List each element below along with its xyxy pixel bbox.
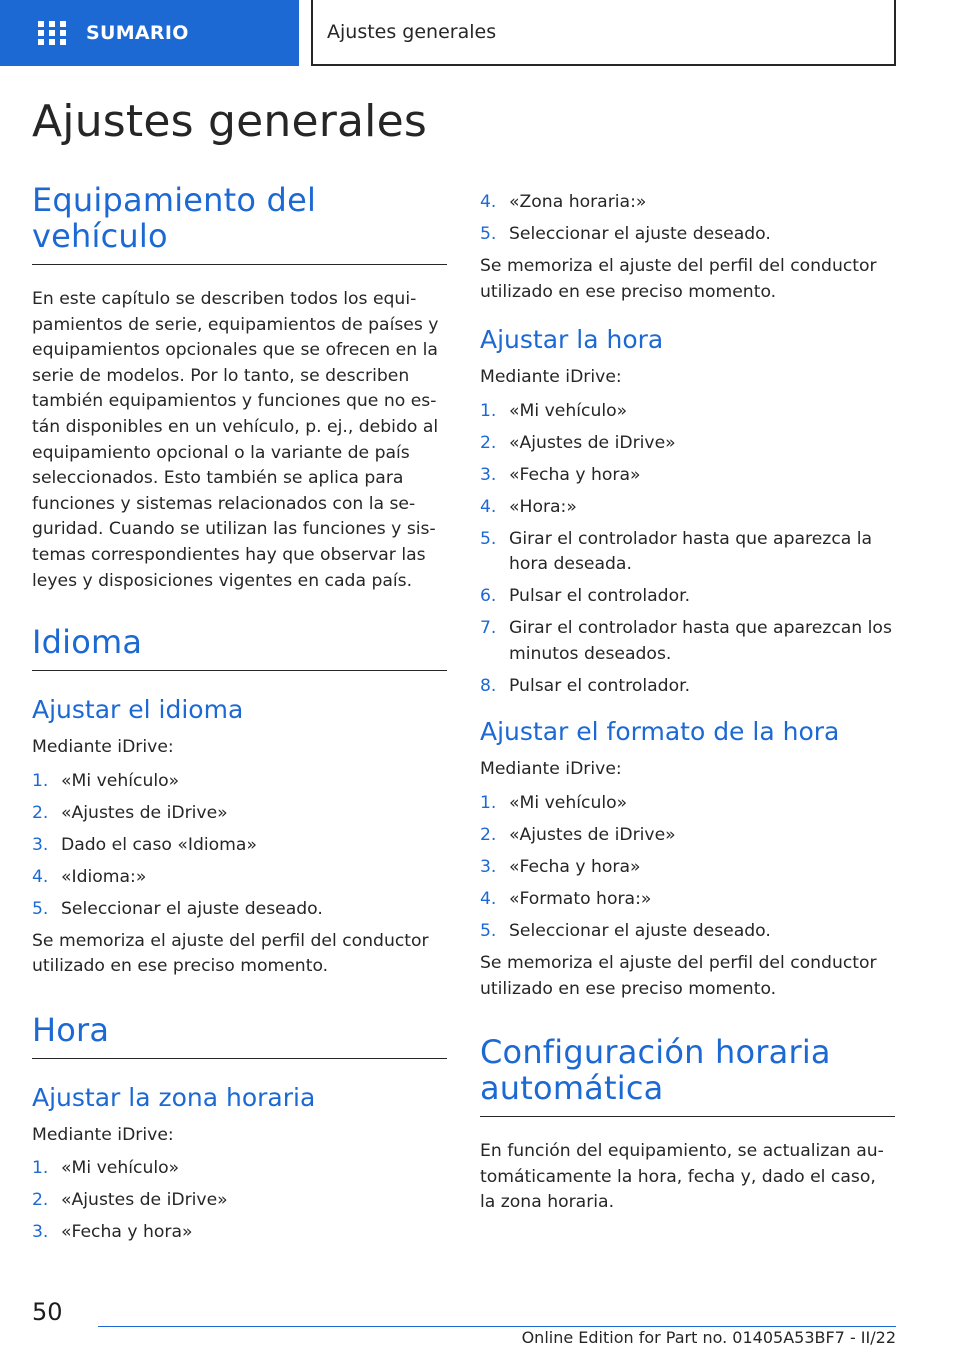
list-item: 5. Seleccionar el ajuste deseado. bbox=[480, 223, 771, 244]
list-item: 2. «Ajustes de iDrive» bbox=[480, 825, 676, 845]
zona-note: Se memoriza el ajuste del perfil del conductor utilizado en ese preciso momento. bbox=[480, 255, 877, 302]
list-item: 2. «Ajustes de iDrive» bbox=[480, 432, 676, 453]
list-item: 3. «Fecha y hora» bbox=[480, 856, 641, 877]
page-number: 50 bbox=[32, 1298, 63, 1326]
section-heading-configuracion bbox=[480, 1034, 895, 1117]
breadcrumb[interactable] bbox=[311, 0, 896, 66]
formato-note: Se memoriza el ajuste del perfil del conductor utilizado en ese preciso momento. bbox=[480, 952, 877, 999]
list-item: 5. Seleccionar el ajuste deseado. bbox=[480, 920, 771, 941]
right-column bbox=[480, 190, 895, 1216]
formato-steps-list bbox=[480, 791, 895, 945]
subheading-zona-horaria: Ajustar la zona horaria bbox=[32, 1082, 316, 1112]
idioma-intro: Mediante iDrive: bbox=[32, 737, 174, 758]
list-item: 2. «Ajustes de iDrive» bbox=[32, 802, 228, 823]
config-heading-line-1: Configuración horaria bbox=[480, 1033, 831, 1072]
left-column bbox=[32, 182, 447, 1252]
subheading-ajustar-idioma: Ajustar el idioma bbox=[32, 695, 244, 725]
list-item: 4. «Zona horaria:» bbox=[480, 192, 647, 212]
sumario-label: SUMARIO bbox=[86, 22, 189, 44]
top-navigation bbox=[0, 0, 960, 66]
config-paragraph: En función del equipamiento, se actualizan automáticamente la hora, fecha y, dado el caso, la zona horaria. bbox=[480, 1141, 884, 1213]
zona-steps-list bbox=[32, 1156, 447, 1246]
idioma-note: Se memoriza el ajuste del perfil del conductor utilizado en ese preciso momento. bbox=[32, 930, 429, 977]
section-heading-hora: Hora bbox=[32, 1012, 447, 1059]
subheading-ajustar-hora: Ajustar la hora bbox=[480, 325, 664, 355]
subheading-formato-hora: Ajustar el formato de la hora bbox=[480, 717, 840, 747]
list-item: 1. «Mi vehículo» bbox=[480, 400, 628, 421]
list-item: 6. Pulsar el controlador. bbox=[480, 586, 691, 607]
idioma-steps-list bbox=[32, 769, 447, 923]
footer-divider bbox=[98, 1326, 896, 1327]
footer-edition: Online Edition for Part no. 01405A53BF7 - II/22 bbox=[521, 1328, 896, 1347]
zona-steps-list-continued bbox=[480, 190, 895, 248]
list-item: 3. «Fecha y hora» bbox=[32, 1222, 193, 1243]
grid-menu-icon bbox=[38, 21, 66, 45]
breadcrumb-text: Ajustes generales bbox=[327, 21, 497, 43]
section-heading-idioma: Idioma bbox=[32, 624, 447, 671]
hora-steps-list bbox=[480, 399, 895, 700]
equipamiento-paragraph: En este capítulo se describen todos los equipamientos de serie, equipamientos de países y equipamientos opcionales que se ofrecen en la serie de modelos. Por lo tanto, se describen también equipamientos y funciones que no están disponibles en un vehículo, p. ej., debido al equipamiento opcional o la variante de país seleccionados. Esto también se aplica para funciones y sistemas relacionados con la seguridad. Cuando se utilizan las funciones y sistemas correspondientes hay que observar las leyes y disposiciones vigentes en cada país. bbox=[32, 289, 439, 591]
list-item: 3. «Fecha y hora» bbox=[480, 464, 641, 485]
formato-intro: Mediante iDrive: bbox=[480, 759, 622, 780]
list-item: 4. «Formato hora:» bbox=[480, 888, 652, 909]
list-item: 2. «Ajustes de iDrive» bbox=[32, 1190, 228, 1211]
zona-intro: Mediante iDrive: bbox=[32, 1124, 174, 1145]
list-item: 5. Seleccionar el ajuste deseado. bbox=[32, 898, 323, 919]
config-heading-line-2: automática bbox=[480, 1069, 664, 1108]
list-item: 4. «Idioma:» bbox=[32, 866, 147, 887]
ajustar-hora-intro: Mediante iDrive: bbox=[480, 367, 622, 388]
list-item: 3. Dado el caso «Idioma» bbox=[32, 834, 257, 855]
list-item: 1. «Mi vehículo» bbox=[32, 1158, 180, 1179]
list-item: 4. «Hora:» bbox=[480, 496, 577, 517]
list-item: 7. Girar el controlador hasta que aparezcan los minutos deseados. bbox=[480, 618, 892, 664]
list-item: 8. Pulsar el controlador. bbox=[480, 675, 691, 696]
page-title: Ajustes generales bbox=[32, 96, 427, 147]
list-item: 5. Girar el controlador hasta que aparezca la hora deseada. bbox=[480, 528, 873, 575]
list-item: 1. «Mi vehículo» bbox=[480, 793, 628, 814]
list-item: 1. «Mi vehículo» bbox=[32, 770, 180, 791]
sumario-button[interactable] bbox=[0, 0, 299, 66]
section-heading-equipamiento: Equipamiento del vehículo bbox=[32, 182, 447, 265]
